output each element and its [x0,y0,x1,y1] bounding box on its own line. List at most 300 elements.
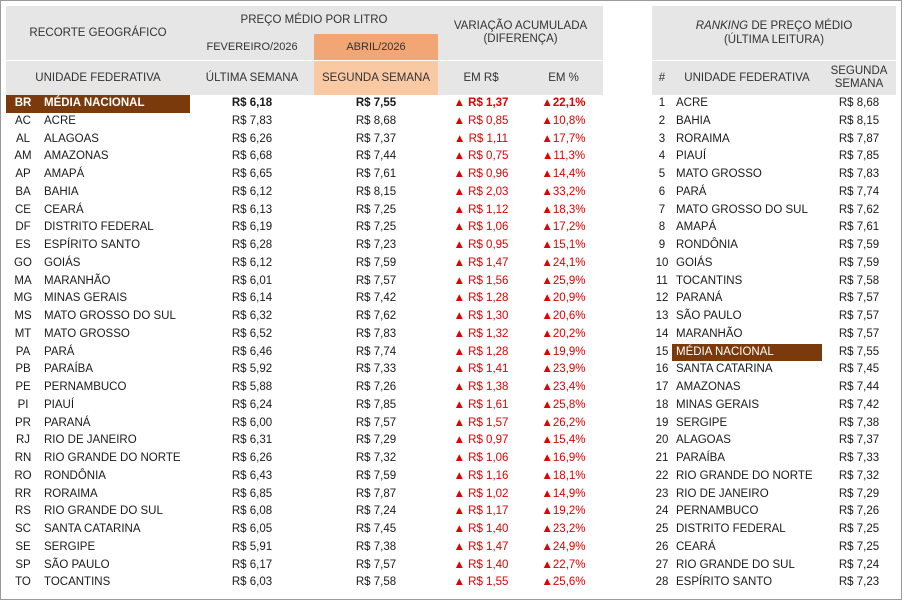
price-abril: R$ 7,62 [355,310,397,322]
header-ranking-title [652,6,896,61]
state-code: ES [15,239,31,251]
table-row [6,379,603,397]
ranking-state-name: SANTA CATARINA [676,363,773,376]
ranking-row [652,273,896,291]
price-fevereiro: R$ 6,52 [231,327,273,340]
price-abril: R$ 7,59 [355,469,397,482]
state-name: SERGIPE [44,540,96,553]
ranking-row [652,379,896,397]
price-abril: R$ 7,29 [355,434,397,447]
ranking-row [652,468,896,486]
ranking-state-name: TOCANTINS [676,274,743,287]
variation-rs: ▲ R$ 1,30 [453,310,509,322]
header-abril: ABRIL/2026 [314,34,438,61]
header-em-rs: EM R$ [438,61,524,96]
state-code: RN [14,452,32,464]
state-name: MARANHÃO [44,274,111,287]
table-row [6,202,603,220]
price-fevereiro: R$ 6,08 [231,505,273,518]
state-name: PARANÁ [44,416,91,429]
variation-pct: ▲25,9% [541,274,586,287]
ranking-state-name: PARANÁ [676,292,723,305]
variation-rs: ▲ R$ 0,96 [453,168,509,180]
rank-number: 28 [655,576,669,589]
variation-rs: ▲ R$ 1,47 [453,256,509,269]
variation-pct: ▲18,3% [541,203,586,216]
state-code: SC [15,523,31,535]
ranking-state-name: RONDÔNIA [676,239,738,251]
variation-pct: ▲22,7% [541,558,586,571]
ranking-state-name: BAHIA [676,114,711,127]
variation-pct: ▲26,2% [541,416,586,429]
table-row [6,237,603,255]
variation-pct: ▲20,2% [541,327,586,340]
state-code: RO [14,469,32,482]
state-code: AM [14,150,32,163]
ranking-price: R$ 7,37 [838,434,880,447]
price-fevereiro: R$ 6,24 [231,398,273,411]
price-abril: R$ 7,83 [355,327,397,340]
variation-rs: ▲ R$ 1,11 [454,132,509,145]
header-fevereiro: FEVEREIRO/2026 [190,34,314,61]
rank-number: 16 [655,363,669,376]
price-fevereiro: R$ 6,43 [231,469,273,482]
state-code: AC [15,114,31,127]
ranking-state-name: AMAPÁ [676,221,717,234]
ranking-price: R$ 7,55 [838,345,880,358]
variation-rs: ▲ R$ 0,95 [453,239,509,251]
table-row [6,486,603,504]
header-ultima-leitura: (ÚLTIMA LEITURA) [723,34,825,46]
state-name: PERNAMBUCO [44,381,127,393]
variation-pct: ▲18,1% [541,469,586,482]
state-name: MATO GROSSO [44,327,130,340]
price-abril: R$ 7,57 [355,416,397,429]
rank-number: 4 [658,150,666,163]
price-fevereiro: R$ 6,14 [231,292,273,305]
ranking-state-name: CEARÁ [676,540,716,553]
variation-pct: ▲17,2% [541,221,586,234]
rank-number: 21 [655,452,669,464]
price-fevereiro: R$ 6,32 [231,310,273,322]
ranking-row [652,255,896,273]
rank-number: 3 [658,132,666,145]
table-row [6,148,603,166]
ranking-price: R$ 7,23 [838,576,880,589]
price-fevereiro: R$ 5,91 [231,540,273,553]
rank-number: 19 [655,416,669,429]
state-name: ACRE [44,114,76,127]
state-name: BAHIA [44,185,79,198]
state-code: RJ [15,434,31,447]
ranking-state-name: DISTRITO FEDERAL [676,523,786,535]
variation-pct: ▲25,8% [541,398,586,411]
rank-number: 11 [656,274,668,287]
variation-pct: ▲19,9% [541,345,586,358]
state-name: ESPÍRITO SANTO [44,239,141,251]
state-code: BR [6,95,40,113]
variation-rs: ▲ R$ 1,12 [453,203,509,216]
price-abril: R$ 7,24 [355,505,397,518]
state-code: PR [15,416,31,429]
state-name: RORAIMA [44,487,98,500]
table-row [6,273,603,291]
state-code: MS [14,310,32,322]
price-fevereiro: R$ 6,28 [231,239,273,251]
variation-rs: ▲ R$ 0,85 [453,114,509,127]
header-ultima-semana: ÚLTIMA SEMANA [190,61,314,96]
ranking-table-header [652,6,896,95]
header-ranking-segunda: SEGUNDA SEMANA [822,61,896,96]
ranking-row [652,450,896,468]
ranking-state-name: MARANHÃO [676,327,743,340]
variation-pct: ▲17,7% [541,132,586,145]
ranking-row [652,184,896,202]
price-abril: R$ 7,37 [355,132,397,145]
price-fevereiro: R$ 6,03 [231,576,273,589]
state-name: AMAZONAS [44,150,109,163]
state-name: RONDÔNIA [44,469,106,482]
ranking-price: R$ 7,59 [838,256,880,269]
table-row [6,397,603,415]
rank-number: 5 [658,168,666,180]
state-code: MT [14,327,32,340]
ranking-price: R$ 7,85 [838,150,880,163]
ranking-price: R$ 7,29 [838,487,880,500]
state-name: MINAS GERAIS [44,292,128,305]
state-name: PIAUÍ [44,398,75,411]
price-fevereiro: R$ 6,85 [231,487,273,500]
variation-rs: ▲ R$ 1,57 [453,416,509,429]
table-row [6,290,603,308]
ranking-price: R$ 7,24 [838,558,880,571]
table-row [6,344,603,362]
price-abril: R$ 7,87 [355,487,397,500]
price-fevereiro: R$ 6,05 [231,523,273,535]
rank-number: 15 [655,345,669,358]
ranking-state-name: ALAGOAS [676,434,731,447]
ranking-state-name: PARAÍBA [676,452,725,464]
rank-number: 22 [655,469,669,482]
state-name: PARÁ [44,345,75,358]
table-row [6,415,603,433]
variation-pct: ▲20,6% [541,310,586,322]
rank-number: 17 [655,381,669,393]
table-row [6,468,603,486]
ranking-state-name: PIAUÍ [676,150,707,163]
state-code: RR [14,487,32,500]
price-abril: R$ 7,25 [355,221,397,234]
ranking-price: R$ 8,15 [838,114,880,127]
variation-rs: ▲ R$ 1,28 [453,345,509,358]
rank-number: 7 [658,203,666,216]
table-row [6,503,603,521]
header-preco-medio: PREÇO MÉDIO POR LITRO [190,6,438,34]
price-abril: R$ 7,85 [355,398,397,411]
ranking-price: R$ 7,59 [838,239,880,251]
ranking-row [652,574,896,592]
variation-pct: ▲16,9% [541,452,586,464]
state-code: SE [15,540,31,553]
ranking-state-name: MATO GROSSO [676,168,762,180]
price-abril: R$ 7,61 [355,168,397,180]
table-row [6,361,603,379]
variation-pct: ▲23,2% [541,523,586,535]
variation-rs: ▲ R$ 1,16 [453,469,509,482]
state-name: AMAPÁ [44,168,85,180]
table-row [6,432,603,450]
variation-pct: ▲24,9% [541,540,586,553]
price-abril: R$ 7,23 [355,239,397,251]
state-name: MÉDIA NACIONAL [40,95,190,113]
price-fevereiro: R$ 6,19 [231,221,273,234]
price-fevereiro: R$ 6,18 [231,97,273,109]
state-code: SP [15,558,31,571]
ranking-row [652,308,896,326]
state-name: SANTA CATARINA [44,523,141,535]
table-row [6,450,603,468]
ranking-row [652,326,896,344]
state-code: CE [15,203,31,216]
price-fevereiro: R$ 6,13 [231,203,273,216]
rank-number: 12 [655,292,669,305]
ranking-state-name: ACRE [676,97,708,109]
ranking-price: R$ 7,74 [838,185,880,198]
variation-pct: ▲23,4% [541,381,586,393]
state-name: RIO DE JANEIRO [44,434,137,447]
header-em-pct: EM % [524,61,603,96]
price-fevereiro: R$ 6,26 [231,452,273,464]
state-code: PI [17,398,29,411]
state-code: MG [13,292,33,305]
ranking-price: R$ 7,32 [838,469,880,482]
state-code: RS [15,505,31,518]
rank-number: 26 [655,540,669,553]
variation-rs: ▲ R$ 1,47 [453,540,509,553]
price-abril: R$ 7,26 [355,381,397,393]
price-abril: R$ 7,32 [355,452,397,464]
ranking-row [652,557,896,575]
price-fevereiro: R$ 6,00 [231,416,273,429]
ranking-row [652,539,896,557]
price-fevereiro: R$ 6,01 [231,274,273,287]
ranking-table [652,6,896,592]
ranking-price: R$ 7,25 [838,523,880,535]
rank-number: 25 [655,523,669,535]
ranking-price: R$ 7,44 [838,381,880,393]
ranking-table-body [652,95,896,592]
price-table [6,6,603,592]
ranking-row [652,219,896,237]
state-name: MATO GROSSO DO SUL [44,310,176,322]
state-code: GO [14,256,32,269]
ranking-price: R$ 7,33 [838,452,880,464]
price-abril: R$ 7,44 [355,150,397,163]
ranking-price: R$ 7,57 [838,292,880,305]
state-code: PA [15,345,31,358]
rank-number: 24 [655,505,669,518]
variation-pct: ▲11,3% [541,150,586,163]
header-ranking-rest: DE PREÇO MÉDIO [748,20,853,32]
ranking-row [652,131,896,149]
header-ranking-em: RANKING [695,20,749,32]
table-row [6,308,603,326]
price-fevereiro: R$ 6,68 [231,150,273,163]
state-code: AP [15,168,31,180]
state-code: PE [15,381,31,393]
rank-number: 6 [658,185,666,198]
ranking-price: R$ 7,57 [838,327,880,340]
state-name: PARAÍBA [44,363,93,376]
rank-number: 8 [658,221,666,234]
variation-rs: ▲ R$ 1,17 [453,505,509,518]
price-abril: R$ 8,68 [355,114,397,127]
ranking-state-name: PERNAMBUCO [676,505,759,518]
price-fevereiro: R$ 5,92 [231,363,273,376]
state-name: GOIÁS [44,256,81,269]
ranking-price: R$ 7,26 [838,505,880,518]
price-abril: R$ 7,57 [355,558,397,571]
variation-rs: ▲ R$ 2,03 [453,185,509,198]
variation-pct: ▲14,4% [541,168,586,180]
ranking-row [652,95,896,113]
header-segunda-semana: SEGUNDA SEMANA [314,61,438,96]
rank-number: 9 [658,239,666,251]
state-name: SÃO PAULO [44,558,110,571]
ranking-state-name: MÉDIA NACIONAL [672,344,822,362]
table-row [6,184,603,202]
variation-rs: ▲ R$ 1,06 [453,452,509,464]
ranking-price: R$ 7,61 [838,221,880,234]
ranking-price: R$ 7,87 [838,132,880,145]
variation-pct: ▲24,1% [541,256,586,269]
table-row [6,557,603,575]
variation-pct: ▲20,9% [541,292,586,305]
variation-pct: ▲10,8% [541,114,586,127]
table-row [6,574,603,592]
table-row [6,95,603,113]
table-row [6,326,603,344]
price-abril: R$ 7,45 [355,523,397,535]
variation-pct: ▲25,6% [541,576,586,589]
ranking-row [652,166,896,184]
header-rank-number: # [652,61,672,96]
variation-pct: ▲15,4% [541,434,586,447]
ranking-state-name: PARÁ [676,185,707,198]
ranking-price: R$ 7,83 [838,168,880,180]
table-row [6,539,603,557]
variation-rs: ▲ R$ 0,97 [453,434,509,447]
variation-rs: ▲ R$ 1,06 [453,221,509,234]
variation-rs: ▲ R$ 1,32 [453,327,509,340]
rank-number: 13 [655,310,669,322]
price-fevereiro: R$ 6,65 [231,168,273,180]
price-abril: R$ 7,33 [355,363,397,376]
variation-pct: ▲33,2% [541,185,586,198]
state-code: TO [15,576,31,589]
ranking-row [652,415,896,433]
ranking-row [652,486,896,504]
state-name: ALAGOAS [44,132,99,145]
price-abril: R$ 7,25 [355,203,397,216]
variation-rs: ▲ R$ 0,75 [453,150,509,163]
table-row [6,255,603,273]
price-table-header [6,6,603,95]
state-name: TOCANTINS [44,576,111,589]
ranking-row [652,148,896,166]
header-ranking-uf: UNIDADE FEDERATIVA [672,61,822,96]
price-fevereiro: R$ 6,12 [231,185,273,198]
ranking-row [652,503,896,521]
ranking-state-name: MINAS GERAIS [676,398,760,411]
ranking-state-name: AMAZONAS [676,381,741,393]
price-abril: R$ 8,15 [355,185,397,198]
ranking-price: R$ 8,68 [838,97,880,109]
variation-rs: ▲ R$ 1,55 [453,576,509,589]
price-fevereiro: R$ 6,12 [231,256,273,269]
variation-rs: ▲ R$ 1,38 [453,381,509,393]
ranking-row [652,521,896,539]
variation-rs: ▲ R$ 1,61 [453,398,509,411]
ranking-state-name: MATO GROSSO DO SUL [676,203,808,216]
rank-number: 20 [655,434,669,447]
state-code: PB [15,363,31,376]
price-abril: R$ 7,74 [355,345,397,358]
header-variacao: VARIAÇÃO ACUMULADA (DIFERENÇA) [438,6,603,61]
price-fevereiro: R$ 6,46 [231,345,273,358]
variation-rs: ▲ R$ 1,40 [453,523,509,535]
ranking-price: R$ 7,62 [838,203,880,216]
ranking-price: R$ 7,42 [838,398,880,411]
state-name: RIO GRANDE DO NORTE [44,452,181,464]
ranking-price: R$ 7,58 [838,274,880,287]
price-fevereiro: R$ 7,83 [231,114,273,127]
ranking-price: R$ 7,45 [838,363,880,376]
ranking-price: R$ 7,38 [838,416,880,429]
rank-number: 14 [655,327,669,340]
ranking-row [652,237,896,255]
variation-rs: ▲ R$ 1,40 [453,558,509,571]
table-row [6,131,603,149]
ranking-row [652,113,896,131]
state-code: BA [15,185,31,198]
variation-rs: ▲ R$ 1,41 [453,363,509,376]
table-row [6,521,603,539]
state-name: RIO GRANDE DO SUL [44,505,163,518]
price-table-body [6,95,603,592]
table-row [6,113,603,131]
price-fevereiro: R$ 6,31 [231,434,273,447]
variation-rs: ▲ R$ 1,37 [453,97,509,109]
table-row [6,166,603,184]
variation-pct: ▲23,9% [541,363,586,376]
rank-number: 1 [658,97,666,109]
ranking-state-name: RIO DE JANEIRO [676,487,769,500]
ranking-row [652,202,896,220]
state-code: MA [14,274,32,287]
ranking-state-name: RIO GRANDE DO NORTE [676,469,813,482]
variation-rs: ▲ R$ 1,02 [453,487,509,500]
state-name: DISTRITO FEDERAL [44,221,154,234]
ranking-row [652,432,896,450]
price-fevereiro: R$ 6,17 [231,558,273,571]
ranking-row [652,397,896,415]
variation-rs: ▲ R$ 1,28 [453,292,509,305]
price-abril: R$ 7,42 [355,292,397,305]
table-row [6,219,603,237]
variation-pct: ▲14,9% [541,487,586,500]
rank-number: 10 [655,256,669,269]
